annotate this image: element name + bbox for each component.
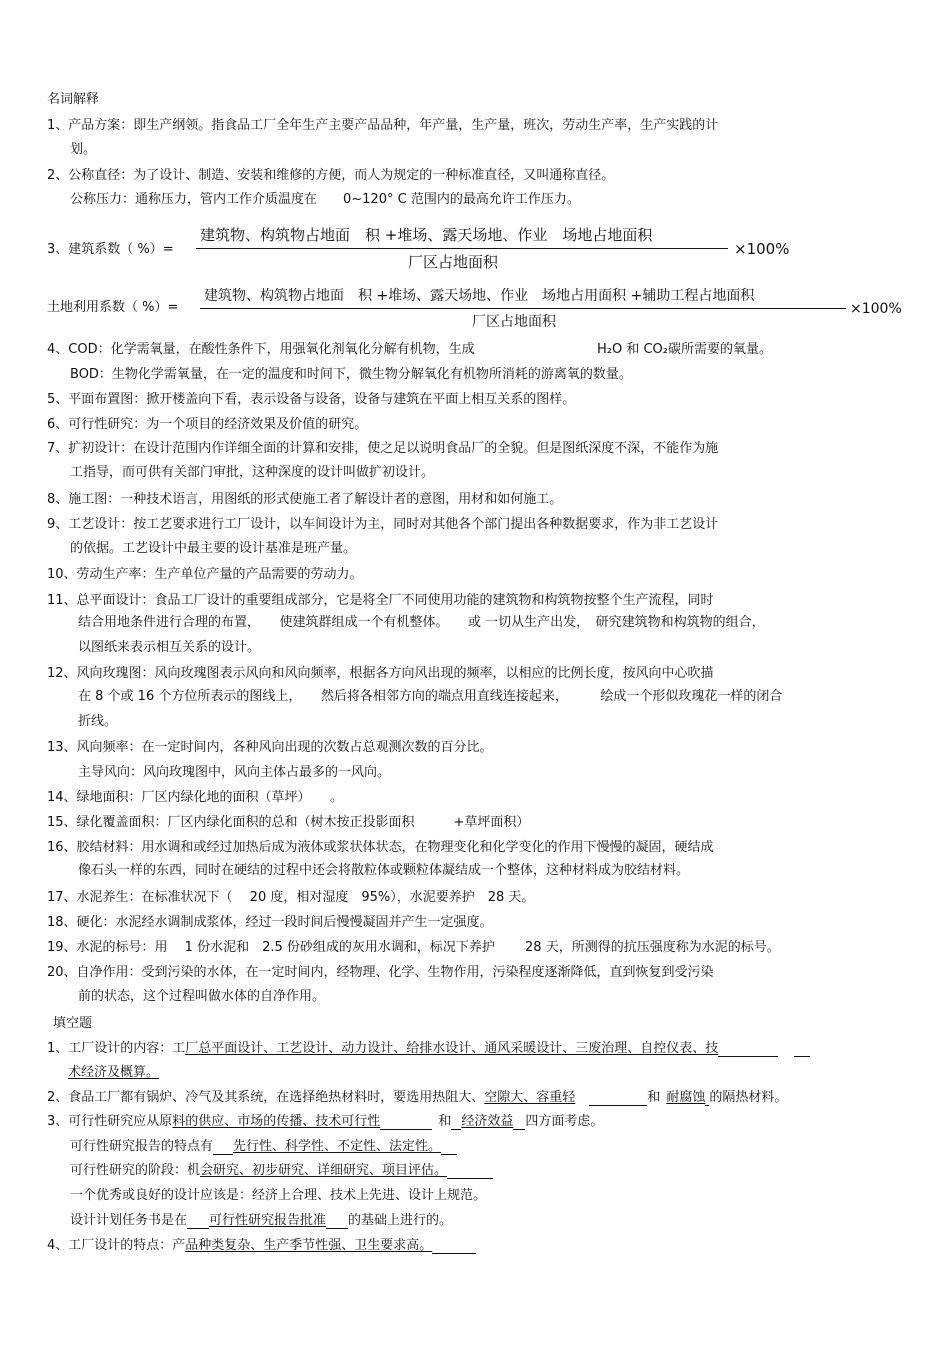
- fill-3-line-2: [70, 1139, 457, 1155]
- blank-underline: [447, 1166, 493, 1179]
- fraction-bar: [196, 248, 728, 249]
- fill-3-line-4: 一个优秀或良好的设计应该是：经济上合理、技术上先进、设计上规范。: [70, 1188, 487, 1203]
- item-6: 6、可行性研究：为一个项目的经济效果及价值的研究。: [47, 417, 368, 432]
- fill-3b-prefix: 可行性研究报告的特点有: [70, 1139, 214, 1154]
- section-title-fill-in: 填空题: [53, 1016, 93, 1031]
- item-14: 14、绿地面积：厂区内绿化地的面积（草坪） 。: [47, 790, 344, 805]
- item-7-line-1: 7、扩初设计：在设计范围内作详细全面的计算和安排，使之足以说明食品厂的全貌。但是图纸深度不深，不能作为施: [47, 441, 719, 456]
- fill-3-connector: 和: [438, 1114, 452, 1129]
- item-13-line-2: 主导风向：风向玫瑰图中，风向主体占最多的一风向。: [78, 765, 391, 780]
- fill-3-line-3: [70, 1163, 493, 1179]
- item-1-line-1: 1、产品方案：即生产纲领。指食品工厂全年生产主要产品品种，年产量，生产量，班次，劳动生产率，生产实践的计: [47, 118, 719, 133]
- item-9-line-2: 的依据。工艺设计中最主要的设计基准是班产量。: [70, 541, 357, 556]
- item-17: 17、水泥养生：在标准状况下（ 20 度，相对湿度 95%），水泥要养护 28 天。: [47, 890, 535, 905]
- item-2-line-1: 2、公称直径：为了设计、制造、安装和维修的方便，而人为规定的一种标准直径，又叫通称直径。: [47, 168, 615, 183]
- fill-2-suffix: 的隔热材料。: [709, 1090, 788, 1105]
- fill-3-line-5: [70, 1213, 452, 1229]
- item-16-line-2: 像石头一样的东西，同时在硬结的过程中还会将散粒体或颗粒体凝结成一个整体，这种材料成为胶结材料。: [78, 863, 690, 878]
- fill-3e-prefix: 设计计划任务书是在: [70, 1213, 188, 1228]
- item-20-line-1: 20、自净作用：受到污染的水体，在一定时间内，经物理、化学、生物作用，污染程度逐渐降低，直到恢复到受污染: [47, 965, 714, 980]
- building-coefficient-label: 3、建筑系数（ %）=: [47, 242, 174, 257]
- fill-2-answer-2: 耐腐蚀: [666, 1090, 706, 1105]
- item-19: 19、水泥的标号：用 1 份水泥和 2.5 份砂组成的灰用水调和，标况下养护 28 天，所测得的抗压强度称为水泥的标号。: [47, 940, 780, 955]
- item-7-line-2: 工指导，而可供有关部门审批，这种深度的设计叫做扩初设计。: [70, 465, 435, 480]
- item-4-line-2: BOD：生物化学需氧量，在一定的温度和时间下，微生物分解氧化有机物所消耗的游离氧的数量。: [70, 367, 632, 382]
- item-13-line-1: 13、风向频率：在一定时间内，各种风向出现的次数占总观测次数的百分比。: [47, 740, 493, 755]
- land-use-coefficient-numerator: 建筑物、构筑物占地面 积 +堆场、露天场地、作业 场地占用面积 +辅助工程占地面积: [204, 288, 755, 304]
- section-title-definitions: 名词解释: [47, 92, 100, 107]
- fraction-bar: [200, 308, 846, 309]
- fill-4-prefix: 4、工厂设计的特点：产: [47, 1238, 186, 1253]
- fill-2-answer-1: 空隙大、容重轻: [484, 1090, 576, 1105]
- building-coefficient-multiplier: ×100%: [734, 240, 790, 258]
- item-8: 8、施工图：一种技术语言，用图纸的形式使施工者了解设计者的意图，用材和如何施工。: [47, 492, 563, 507]
- fill-3c-prefix: 可行性研究的阶段：机: [70, 1163, 201, 1178]
- land-use-coefficient-multiplier: ×100%: [850, 301, 902, 317]
- blank-underline: [380, 1117, 432, 1130]
- item-2-line-2: 公称压力：通称压力，管内工作介质温度在 0~120° C 范围内的最高允许工作压力。: [70, 192, 580, 207]
- item-18: 18、硬化：水泥经水调制成浆体，经过一段时间后慢慢凝固并产生一定强度。: [47, 915, 493, 930]
- blank-underline: [794, 1044, 810, 1057]
- item-1-line-2: 划。: [70, 142, 97, 157]
- blank-underline: [432, 1241, 476, 1254]
- fill-2-prefix: 2、食品工厂都有锅炉、冷气及其系统，在选择绝热材料时，要选用热阻大、: [47, 1090, 485, 1105]
- item-15: 15、绿化覆盖面积：厂区内绿化面积的总和（树木按正投影面积 +草坪面积）: [47, 815, 530, 830]
- fill-3-prefix: 3、可行性研究应从原: [47, 1114, 173, 1129]
- fill-3e-answer: 可行性研究报告批准: [209, 1213, 327, 1228]
- item-4-line-1-prefix: 4、COD：化学需氧量，在酸性条件下，用强氧化剂氧化分解有机物，生成: [47, 342, 475, 357]
- item-9-line-1: 9、工艺设计：按工艺要求进行工厂设计，以车间设计为主，同时对其他各个部门提出各种数据要求，作为非工艺设计: [47, 517, 719, 532]
- fill-1-line-1: [47, 1041, 810, 1057]
- item-20-line-2: 前的状态，这个过程叫做水体的自净作用。: [78, 989, 326, 1004]
- fill-3c-answer: 会研究、初步研究、详细研究、项目评估。: [200, 1163, 448, 1178]
- fill-4-line: [47, 1238, 476, 1254]
- fill-3-answer-2: 经济效益: [461, 1114, 514, 1129]
- item-12-line-1: 12、风向玫瑰图：风向玫瑰图表示风向和风向频率，根据各方向风出现的频率，以相应的比例长度，按风向中心吹描: [47, 666, 714, 681]
- fill-3-suffix: 四方面考虑。: [525, 1114, 604, 1129]
- blank-underline: [718, 1044, 778, 1057]
- fill-1-answer-part-1: 厂总平面设计、工艺设计、动力设计、给排水设计、通风采暖设计、三废治理、自控仪表、技: [185, 1041, 719, 1056]
- blank-underline: [589, 1093, 647, 1106]
- item-11-line-3: 以图纸来表示相互关系的设计。: [78, 640, 261, 655]
- fill-1-answer-part-2: 术经济及概算。: [68, 1065, 160, 1080]
- land-use-coefficient-label: 土地利用系数（ %）=: [47, 300, 179, 315]
- item-12-line-2: 在 8 个或 16 个方位所表示的图线上， 然后将各相邻方向的端点用直线连接起来， 绘成一个形似玫瑰花一样的闭合: [78, 689, 783, 704]
- fill-2-connector: 和: [647, 1090, 661, 1105]
- fill-1-line-2: [68, 1065, 159, 1081]
- blank-underline: [441, 1142, 457, 1155]
- fill-3-answer-1: 料的供应、市场的传播、技术可行性: [172, 1114, 381, 1129]
- land-use-coefficient-denominator: 厂区占地面积: [472, 314, 556, 330]
- item-5: 5、平面布置图：掀开楼盖向下看，表示设备与设备，设备与建筑在平面上相互关系的图样。: [47, 392, 576, 407]
- fill-2-line: [47, 1090, 787, 1106]
- item-11-line-2: 结合用地条件进行合理的布置， 使建筑群组成一个有机整体。 或 一切从生产出发， 研究建筑物和构筑物的组合，: [78, 615, 765, 630]
- fill-4-answer: 品种类复杂、生产季节性强、卫生要求高。: [185, 1238, 433, 1253]
- building-coefficient-denominator: 厂区占地面积: [408, 253, 499, 271]
- item-16-line-1: 16、胶结材料：用水调和或经过加热后成为液体或浆状体状态，在物理变化和化学变化的作用下慢慢的凝固，硬结成: [47, 840, 714, 855]
- item-11-line-1: 11、总平面设计：食品工厂设计的重要组成部分，它是将全厂不同使用功能的建筑物和构筑物按整个生产流程，同时: [47, 593, 714, 608]
- blank-underline: [513, 1117, 525, 1130]
- fill-3e-suffix: 的基础上进行的。: [348, 1213, 453, 1228]
- fill-3b-answer: 先行性、科学性、不定性、法定性。: [233, 1139, 442, 1154]
- item-12-line-3: 折线。: [78, 714, 118, 729]
- building-coefficient-numerator: 建筑物、构筑物占地面 积 +堆场、露天场地、作业 场地占地面积: [200, 226, 653, 244]
- fill-1-prefix: 1、工厂设计的内容：工: [47, 1041, 186, 1056]
- blank-underline: [326, 1216, 348, 1229]
- item-4-line-1-suffix: H₂O 和 CO₂碳所需要的氧量。: [597, 342, 773, 357]
- fill-3-line-1: [47, 1114, 603, 1130]
- item-10: 10、劳动生产率：生产单位产量的产品需要的劳动力。: [47, 567, 363, 582]
